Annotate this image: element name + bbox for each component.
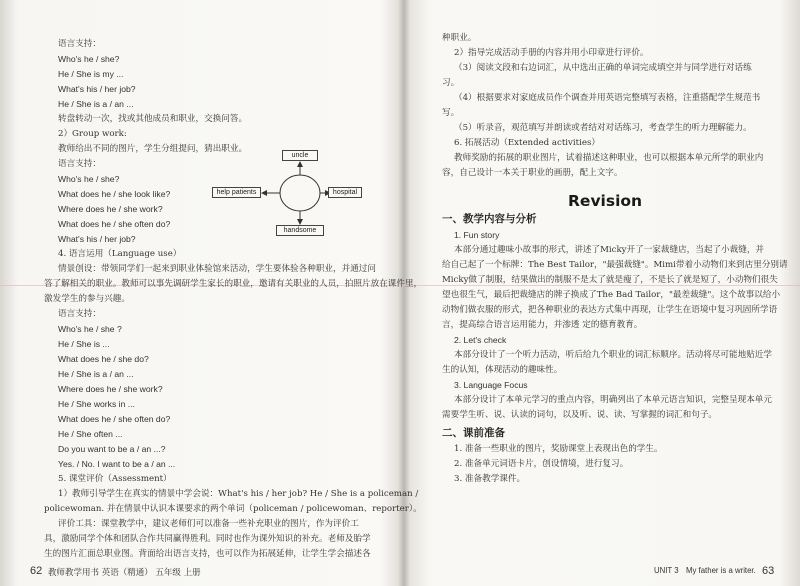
- text-line: He / She is a / an ...: [58, 369, 134, 379]
- text-line: What's his / her job?: [58, 84, 136, 94]
- text-line: What does he / she do?: [58, 354, 149, 364]
- text-line: He / She is ...: [58, 339, 110, 349]
- text-line: Who's he / she?: [58, 54, 120, 64]
- text-line: Where does he / she work?: [58, 204, 163, 214]
- subsection-heading: 3. Language Focus: [454, 380, 528, 390]
- text-line: What does he / she often do?: [58, 414, 171, 424]
- diagram-node-left: help patients: [212, 187, 261, 198]
- text-line: （5）听录音，观范填写并朗读或者结对对话练习，考查学生的听力理解能力。: [454, 123, 752, 133]
- text-line: 教师奖励的拓展的职业图片，试着描述这种职业，也可以根据本单元所学的职业内: [454, 153, 764, 163]
- text-line: What does he / she often do?: [58, 219, 171, 229]
- footer-unit-title: My father is a writer.: [686, 566, 756, 575]
- text-line: 情景创设：带领同学们一起来到职业体验馆来活动，学生要体验各种职业，并通过问: [58, 264, 376, 274]
- text-line: 本部分设计了一个听力活动，听后给九个职业的词汇标顺序。活动将尽可能地贴近学: [454, 350, 772, 360]
- page-number-left: 62: [30, 565, 43, 577]
- right-page: [404, 0, 800, 586]
- text-line: Yes. / No. I want to be a / an ...: [58, 459, 176, 469]
- page-number-right: 63: [762, 565, 775, 577]
- text-line: 本部分通过趣味小故事的形式，讲述了Micky开了一家裁缝店，当起了小裁缝，并: [454, 245, 765, 255]
- text-line: 望也很生气，最后把裁缝店的牌子换成了The Bad Tailor，"最差裁缝"。这个故事以给小: [442, 290, 781, 300]
- section-heading: 4. 语言运用（Language use）: [58, 249, 182, 259]
- diagram-node-top: uncle: [282, 150, 318, 161]
- text-line: 教师给出不同的图片，学生分组提问，猜出职业。: [58, 144, 248, 154]
- text-line: Who's he / she ?: [58, 324, 122, 334]
- footer-title-left: 教师教学用书 英语（精通） 五年级 上册: [48, 568, 201, 578]
- text-line: 本部分设计了本单元学习的重点内容，明确列出了本单元语言知识，完整呈现本单元: [454, 395, 772, 405]
- text-line: What does he / she look like?: [58, 189, 171, 199]
- text-line: Do you want to be a / an ...?: [58, 444, 166, 454]
- text-line: （3）阅读文段和右边词汇，从中选出正确的单词完成填空并与同学进行对话练: [454, 63, 752, 73]
- text-line: policewoman. 并在情景中认识本课要求的两个单词（policeman / policewoman、reporter）。: [44, 504, 422, 514]
- text-line: He / She is a / an ...: [58, 99, 134, 109]
- lang-support-label: 语言支持：: [58, 309, 101, 319]
- text-line: 1）教师引导学生在真实的情景中学会说：What's his / her job? He / She is a policeman /: [58, 489, 419, 499]
- text-line: 习。: [442, 78, 460, 88]
- text-line: 具，激励同学个体和团队合作共同赢得胜利。同时也作为课外知识的补充。老师及胎学: [44, 534, 371, 544]
- text-line: He / She often ...: [58, 429, 123, 439]
- text-line: 种职业。: [442, 33, 477, 43]
- text-line: Who's he / she?: [58, 174, 120, 184]
- text-line: 2. 准备单元词语卡片，创设情境，进行复习。: [454, 459, 629, 469]
- text-line: What's his / her job?: [58, 234, 136, 244]
- job-diagram: [212, 148, 362, 240]
- text-line: 写。: [442, 108, 460, 118]
- text-line: 评价工具：课堂教学中，建议老师们可以准备一些补充职业的图片，作为评价工: [58, 519, 359, 529]
- text-line: 2）Group work:: [58, 129, 127, 139]
- diagram-node-right: hospital: [328, 187, 362, 198]
- text-line: （4）根据要求对家庭成员作个调查并用英语完整填写表格，注重搭配学生规范书: [454, 93, 761, 103]
- subsection-heading: 1. Fun story: [454, 230, 500, 240]
- text-line: He / She is my ...: [58, 69, 124, 79]
- lang-support-label: 语言支持：: [58, 159, 101, 169]
- text-line: Where does he / she work?: [58, 384, 163, 394]
- section-title-1: 一、教学内容与分析: [442, 213, 537, 225]
- text-line: He / She works in ...: [58, 399, 135, 409]
- text-line: 言，提高综合语言运用能力，并渗透 定的德育教育。: [442, 320, 643, 330]
- text-line: 动物们做衣服的形式，把各种职业的表达方式集中再现，让学生在语境中复习巩固所学语: [442, 305, 778, 315]
- section-title-2: 二、课前准备: [442, 427, 505, 439]
- section-heading: 5. 课堂评价（Assessment）: [58, 474, 172, 484]
- subsection-heading: 2. Let's check: [454, 335, 507, 345]
- text-line: 生的图片汇面总职业图。背面给出语言支持，也可以作为拓展延伸，让学生学会描述各: [44, 549, 371, 559]
- text-line: 给自己起了一个标牌：The Best Tailor，"最强裁缝"。Mimi带着小动物们来到店里分别请: [442, 260, 788, 270]
- text-line: 3. 准备教学课件。: [454, 474, 526, 484]
- footer-unit: UNIT 3: [654, 566, 679, 575]
- text-line: 生的认知，体现活动的趣味性。: [442, 365, 563, 375]
- diagram-node-bottom: handsome: [276, 225, 324, 236]
- lang-support-label: 语言支持：: [58, 39, 101, 49]
- text-line: Micky做了制服，结果做出的制服不是太了就是瘦了，不是长了就是短了，小动物们很失: [442, 275, 778, 285]
- revision-title: Revision: [568, 192, 643, 210]
- section-heading: 6. 拓展活动（Extended activities）: [454, 138, 600, 148]
- text-line: 容，自己设计一本关于职业的画册，配上文字。: [442, 168, 623, 178]
- text-line: 答了解相关的职业。教师可以事先调研学生家长的职业，邀请有关职业的人员，拍照片放在课件里，: [44, 279, 423, 289]
- text-line: 1. 准备一些职业的图片，奖励课堂上表现出色的学生。: [454, 444, 663, 454]
- text-line: 转盘转动一次，找或其他成员和职业，交换问答。: [58, 114, 248, 124]
- text-line: 激发学生的参与兴趣。: [44, 294, 130, 304]
- text-line: 需要学生听、说、认读的词句，以及听、说、读、写掌握的词汇和句子。: [442, 410, 718, 420]
- text-line: 2）指导完成活动手册的内容并用小印章进行评价。: [454, 48, 649, 58]
